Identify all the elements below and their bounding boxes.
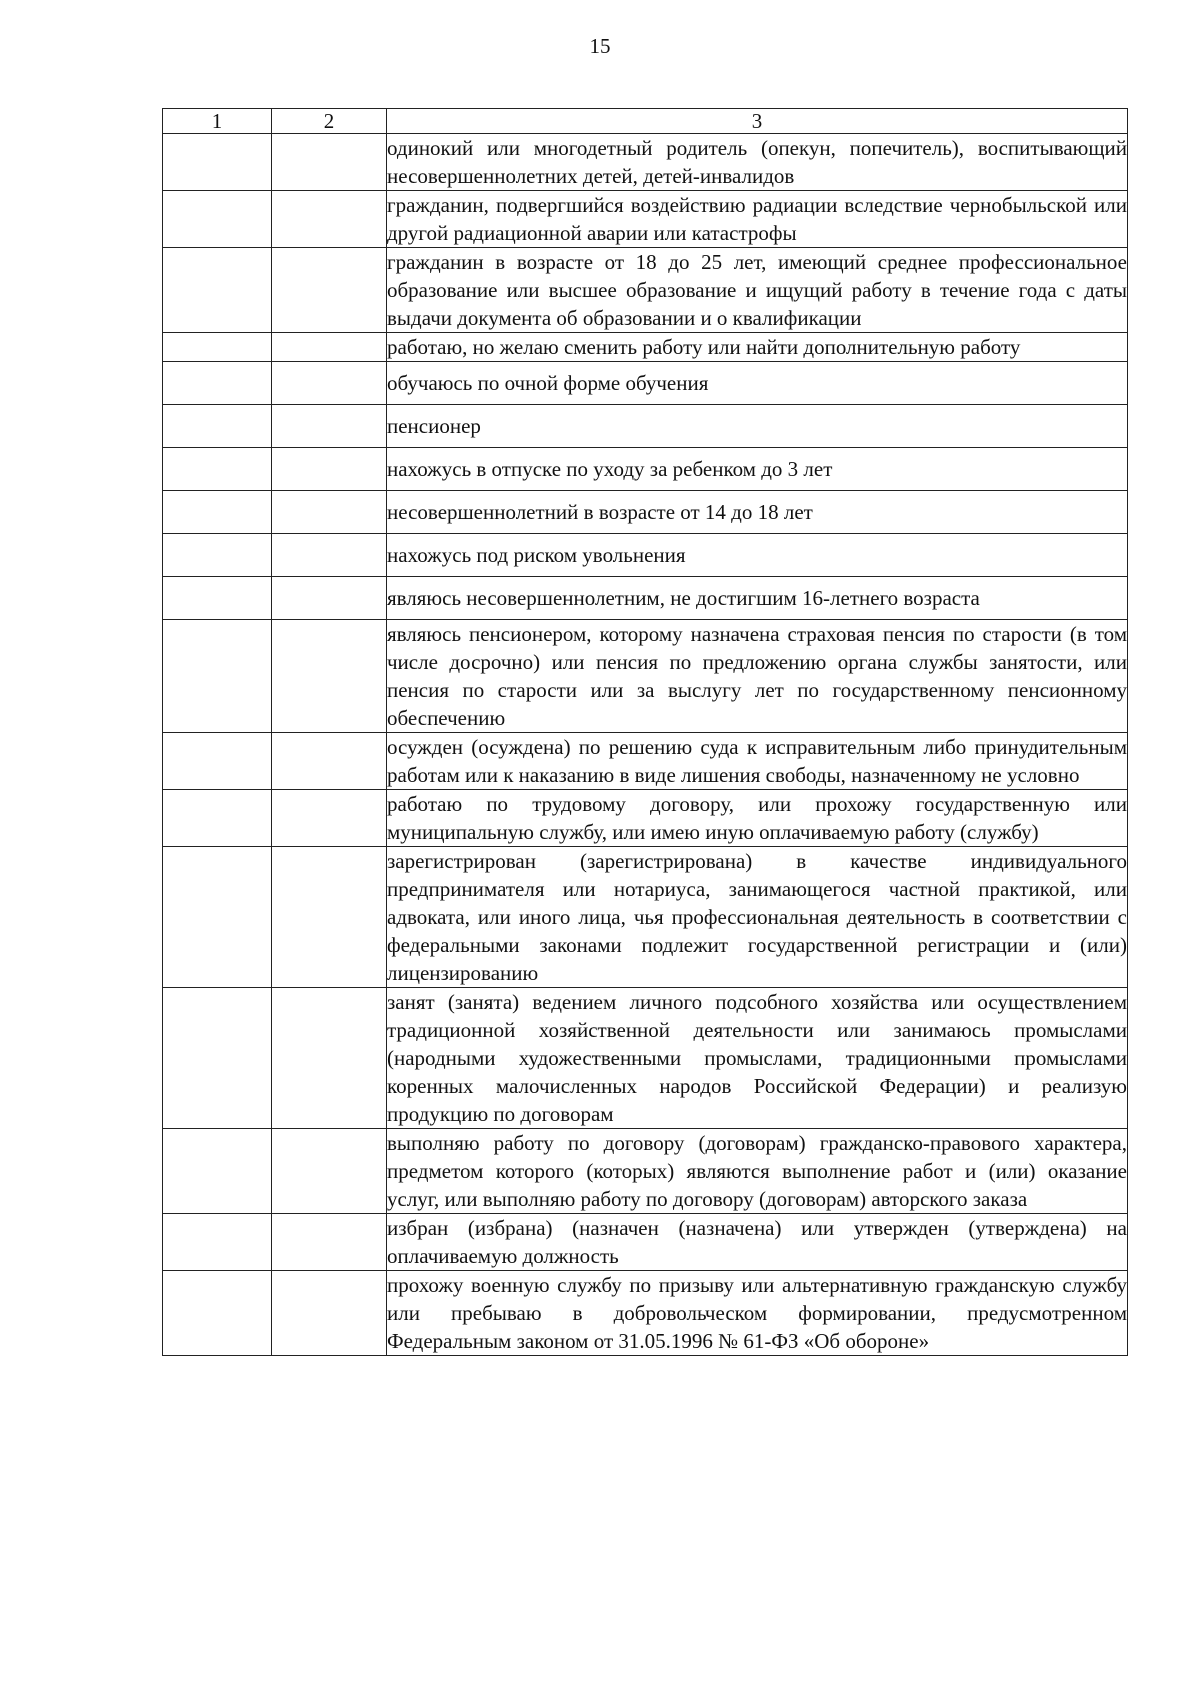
table-row [163,248,1128,333]
row-cell-col-1 [163,405,272,448]
row-cell-col-1 [163,988,272,1129]
row-cell-col-2 [272,134,387,191]
table-row [163,491,1128,534]
table-row [163,191,1128,248]
row-cell-col-1 [163,248,272,333]
table-row [163,134,1128,191]
row-cell-col-2 [272,248,387,333]
row-cell-col-1 [163,1214,272,1271]
table-row [163,534,1128,577]
row-cell-text: являюсь несовершеннолетним, не достигшим 16-летнего возраста [387,577,1128,620]
row-cell-col-2 [272,577,387,620]
row-cell-text: занят (занята) ведением личного подсобного хозяйства или осуществлением традиционной хозяйственной деятельности или занимаюсь промыслами (народными художественными промыслами, традиционными промыслами коренных малочисленных народов Российской Федерации) и реализую продукцию по договорам [387,988,1128,1129]
row-cell-col-2 [272,988,387,1129]
row-cell-col-1 [163,448,272,491]
row-cell-text: избран (избрана) (назначен (назначена) или утвержден (утверждена) на оплачиваемую должность [387,1214,1128,1271]
row-cell-col-2 [272,534,387,577]
table-row [163,733,1128,790]
row-cell-text: одинокий или многодетный родитель (опекун, попечитель), воспитывающий несовершеннолетних детей, детей-инвалидов [387,134,1128,191]
row-cell-col-1 [163,491,272,534]
row-cell-col-1 [163,333,272,362]
row-cell-col-2 [272,191,387,248]
row-cell-col-1 [163,577,272,620]
row-cell-col-1 [163,733,272,790]
row-cell-text: работаю, но желаю сменить работу или найти дополнительную работу [387,333,1128,362]
row-cell-text: выполняю работу по договору (договорам) гражданско-правового характера, предметом которого (которых) являются выполнение работ и (или) оказание услуг, или выполняю работу по договору (договорам) авторского заказа [387,1129,1128,1214]
table-row [163,1271,1128,1356]
row-cell-text: нахожусь в отпуске по уходу за ребенком до 3 лет [387,448,1128,491]
row-cell-text: гражданин в возрасте от 18 до 25 лет, имеющий среднее профессиональное образование или высшее образование и ищущий работу в течение года с даты выдачи документа об образовании и о квалификации [387,248,1128,333]
table-row [163,577,1128,620]
row-cell-col-1 [163,534,272,577]
row-cell-text: зарегистрирован (зарегистрирована) в качестве индивидуального предпринимателя или нотариуса, занимающегося частной практикой, или адвоката, или иного лица, чья профессиональная деятельность в соответствии с федеральными законами подлежит государственной регистрации и (или) лицензированию [387,847,1128,988]
row-cell-col-1 [163,847,272,988]
row-cell-col-2 [272,362,387,405]
row-cell-col-1 [163,191,272,248]
row-cell-col-2 [272,491,387,534]
row-cell-col-1 [163,790,272,847]
row-cell-text: являюсь пенсионером, которому назначена страховая пенсия по старости (в том числе досрочно) или пенсия по предложению органа службы занятости, или пенсия по старости или за выслугу лет по государственному пенсионному обеспечению [387,620,1128,733]
table-row [163,333,1128,362]
table-row [163,847,1128,988]
row-cell-text: несовершеннолетний в возрасте от 14 до 18 лет [387,491,1128,534]
header-col-1: 1 [163,109,272,134]
row-cell-col-2 [272,790,387,847]
row-cell-col-1 [163,362,272,405]
row-cell-col-2 [272,448,387,491]
row-cell-col-2 [272,405,387,448]
row-cell-col-2 [272,620,387,733]
row-cell-col-2 [272,847,387,988]
row-cell-text: нахожусь под риском увольнения [387,534,1128,577]
row-cell-col-2 [272,1271,387,1356]
row-cell-text: пенсионер [387,405,1128,448]
table-row [163,448,1128,491]
table-row [163,362,1128,405]
row-cell-text: осужден (осуждена) по решению суда к исправительным либо принудительным работам или к наказанию в виде лишения свободы, назначенному не условно [387,733,1128,790]
row-cell-col-2 [272,1214,387,1271]
table-row [163,1129,1128,1214]
row-cell-col-2 [272,333,387,362]
header-col-2: 2 [272,109,387,134]
row-cell-text: обучаюсь по очной форме обучения [387,362,1128,405]
status-table [162,108,1128,1356]
row-cell-col-1 [163,620,272,733]
header-col-3: 3 [387,109,1128,134]
table-row [163,790,1128,847]
row-cell-text: работаю по трудовому договору, или прохожу государственную или муниципальную службу, или имею иную оплачиваемую работу (службу) [387,790,1128,847]
table-row [163,405,1128,448]
row-cell-col-1 [163,1129,272,1214]
table-header-row [163,109,1128,134]
row-cell-text: гражданин, подвергшийся воздействию радиации вследствие чернобыльской или другой радиационной аварии или катастрофы [387,191,1128,248]
row-cell-col-1 [163,1271,272,1356]
row-cell-col-2 [272,1129,387,1214]
row-cell-col-2 [272,733,387,790]
table-row [163,620,1128,733]
page-number: 15 [589,34,611,58]
row-cell-text: прохожу военную службу по призыву или альтернативную гражданскую службу или пребываю в добровольческом формировании, предусмотренном Федеральным законом от 31.05.1996 № 61-ФЗ «Об обороне» [387,1271,1128,1356]
table-row [163,988,1128,1129]
table-row [163,1214,1128,1271]
row-cell-col-1 [163,134,272,191]
